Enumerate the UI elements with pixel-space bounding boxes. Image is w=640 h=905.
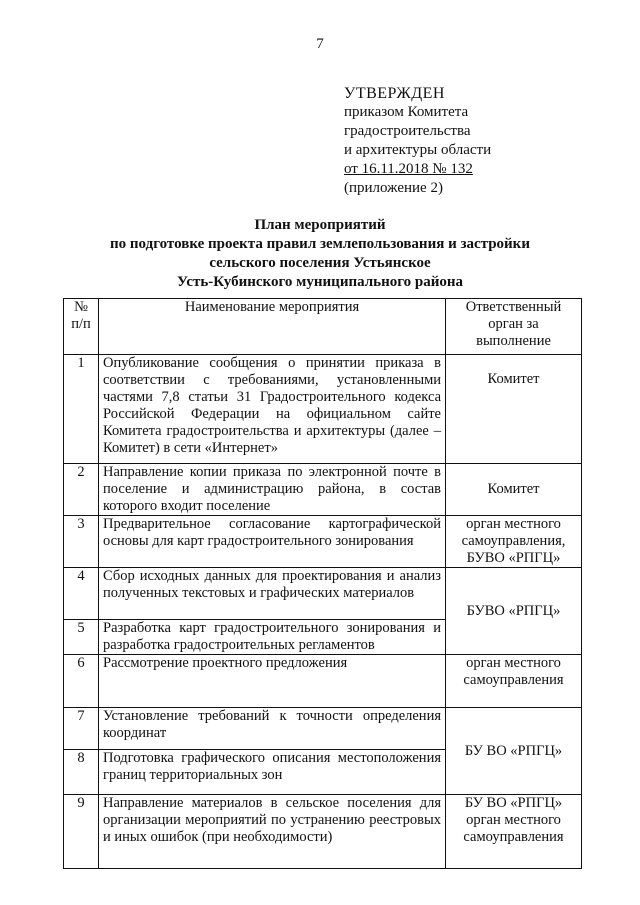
- title-line: сельского поселения Устьянское: [209, 255, 431, 271]
- row-number: 2: [64, 464, 99, 516]
- row-activity: Установление требований к точности определения координат: [99, 708, 446, 750]
- title-line: по подготовке проекта правил землепользования и застройки: [110, 236, 530, 252]
- row-activity: Направление копии приказа по электронной почте в поселение и администрацию района, в состав которого входит поселение: [99, 464, 446, 516]
- table-row: [64, 568, 582, 620]
- row-activity: Опубликование сообщения о принятии приказа в соответствии с требованиями, установленными частями 7,8 статьи 31 Градостроительного кодекса Российской Федерации на официальном сайте Комитета градостроительства и архитектуры (далее – Комитет) в сети «Интернет»: [99, 355, 446, 464]
- approval-line: (приложение 2): [344, 180, 443, 196]
- table-row: [64, 795, 582, 869]
- approval-stamp: [344, 84, 491, 198]
- table-row: [64, 708, 582, 750]
- row-number: 8: [64, 750, 99, 795]
- row-number: 1: [64, 355, 99, 464]
- row-number: 6: [64, 655, 99, 708]
- header-name: Наименование мероприятия: [99, 299, 446, 355]
- row-number: 7: [64, 708, 99, 750]
- row-number: 3: [64, 516, 99, 568]
- row-responsible: Комитет: [446, 464, 582, 516]
- header-num: № п/п: [64, 299, 99, 355]
- document-title: [0, 216, 640, 292]
- row-responsible: БУ ВО «РПГЦ» орган местного самоуправления: [446, 795, 582, 869]
- row-activity: Предварительное согласование картографической основы для карт градостроительного зонирования: [99, 516, 446, 568]
- row-responsible: БУВО «РПГЦ»: [446, 568, 582, 655]
- approval-line: и архитектуры области: [344, 142, 492, 158]
- plan-table: [63, 298, 582, 869]
- table-row: [64, 516, 582, 568]
- page-number: 7: [316, 36, 324, 52]
- table-header-row: [64, 299, 582, 355]
- row-activity: Рассмотрение проектного предложения: [99, 655, 446, 708]
- table-row: [64, 655, 582, 708]
- row-responsible: орган местного самоуправления, БУВО «РПГЦ»: [446, 516, 582, 568]
- header-responsible: Ответственный орган за выполнение: [446, 299, 582, 355]
- title-line: Усть-Кубинского муниципального района: [176, 274, 464, 290]
- table-row: [64, 355, 582, 464]
- row-responsible: Комитет: [446, 355, 582, 464]
- row-number: 4: [64, 568, 99, 620]
- row-responsible: орган местного самоуправления: [446, 655, 582, 708]
- row-number: 9: [64, 795, 99, 869]
- row-number: 5: [64, 620, 99, 655]
- approval-heading: УТВЕРЖДЕН: [344, 85, 445, 102]
- row-activity: Направление материалов в сельское поселения для организации мероприятий по устранению реестровых и иных ошибок (при необходимости): [99, 795, 446, 869]
- table-row: [64, 464, 582, 516]
- row-responsible: БУ ВО «РПГЦ»: [446, 708, 582, 795]
- row-activity: Подготовка графического описания местоположения границ территориальных зон: [99, 750, 446, 795]
- row-activity: Сбор исходных данных для проектирования и анализ полученных текстовых и графических материалов: [99, 568, 446, 620]
- title-line: План мероприятий: [254, 217, 386, 233]
- row-activity: Разработка карт градостроительного зонирования и разработка градостроительных регламентов: [99, 620, 446, 655]
- approval-line: приказом Комитета: [344, 104, 469, 120]
- approval-line: градостроительства: [344, 123, 471, 139]
- approval-order-number: от 16.11.2018 № 132: [344, 161, 473, 177]
